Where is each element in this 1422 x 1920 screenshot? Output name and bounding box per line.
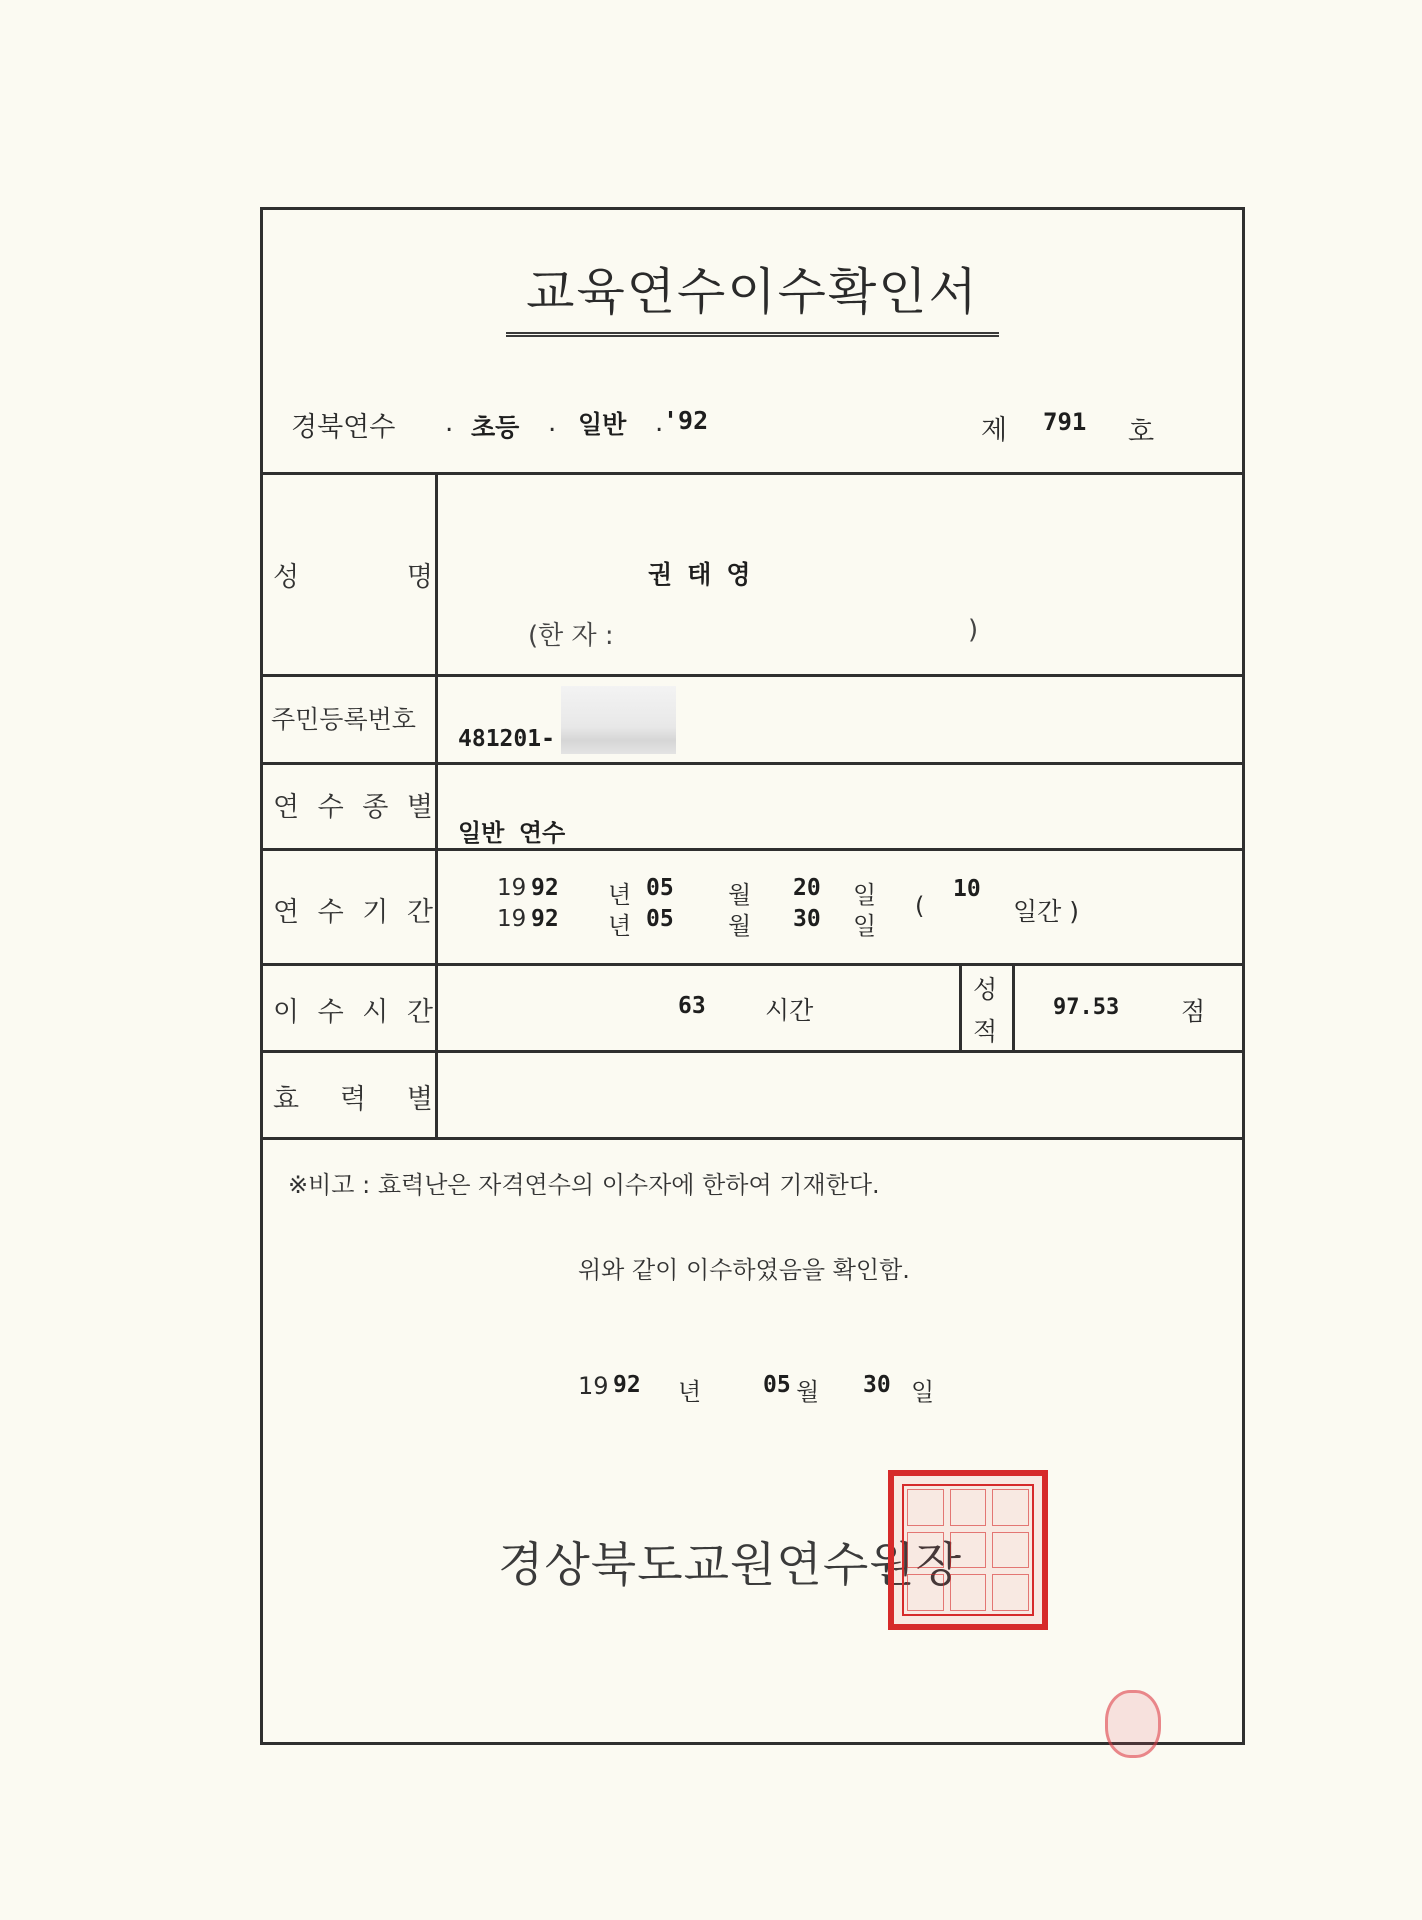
- certificate-number: 791: [1043, 408, 1087, 436]
- score-unit: 점: [1181, 997, 1206, 1026]
- header-category-1: 초등: [471, 413, 520, 442]
- confirm-text: 위와 같이 이수하였음을 확인함.: [578, 1256, 910, 1284]
- seal-pattern: [902, 1484, 1034, 1616]
- row-divider: [263, 472, 1242, 475]
- period-days-unit: 일간 ): [1013, 897, 1080, 926]
- header-dot: .: [445, 408, 454, 438]
- document-title: 교육연수이수확인서: [263, 252, 1242, 337]
- name-label: 성 명: [273, 562, 433, 593]
- number-suffix: 호: [1128, 417, 1155, 448]
- official-seal-stamp: [888, 1470, 1048, 1630]
- hours-value: 63: [678, 993, 706, 1019]
- row-divider: [263, 848, 1242, 851]
- remark-text: ※비고 : 효력난은 자격연수의 이수자에 한하여 기재한다.: [288, 1171, 880, 1199]
- row-divider: [263, 963, 1242, 966]
- small-seal-mark: [1105, 1690, 1161, 1758]
- validity-label: 효 력 별: [273, 1084, 433, 1115]
- hanja-open: (한 자 :: [528, 621, 614, 651]
- hanja-close: ): [968, 615, 979, 645]
- hours-label: 이 수 시 간: [273, 997, 433, 1028]
- header-year: '92: [663, 406, 709, 435]
- header-prefix: 경북연수: [291, 412, 396, 443]
- resident-id-label: 주민등록번호: [271, 705, 416, 734]
- score-divider: [959, 963, 962, 1050]
- row-divider: [263, 674, 1242, 677]
- redacted-area: [561, 686, 676, 754]
- hours-unit: 시간: [765, 996, 814, 1025]
- header-dot: .: [655, 408, 664, 438]
- period-days: 10: [953, 876, 981, 902]
- certificate-sheet: 교육연수이수확인서 경북연수 . 초등 . 일반 . '92 제 791 호 성 명 권 태 영 (한 자 : ) 주민등록번호 481201- 연 수 종 별 일반 연수 연 수 기 간 19 92 년 05 월 20 일 19 92 년 05 월 30 일 ( 10 일간 ) 이 수 시 간 63 시간 성 적 97.53 점 효 력 별 ※비고 : 효력난은 자격연수의 이수자에 한하여 기재한다. 위와 같이 이수하였음을 확인함. 19 92 년 05 월 30 일 경상북도교원연수원장: [260, 207, 1245, 1745]
- issuer-name: 경상북도교원연수원장: [498, 1538, 963, 1593]
- header-dot: .: [548, 408, 557, 438]
- score-label: 성 적: [973, 975, 998, 1046]
- score-divider: [1012, 963, 1015, 1050]
- row-divider: [263, 1050, 1242, 1053]
- resident-id-value: 481201-: [458, 726, 555, 752]
- row-divider: [263, 1137, 1242, 1140]
- number-prefix: 제: [981, 415, 1008, 446]
- label-column-divider: [435, 472, 438, 1137]
- training-type-label: 연 수 종 별: [273, 792, 433, 823]
- training-type-value: 일반 연수: [458, 819, 566, 847]
- name-value: 권 태 영: [648, 560, 751, 589]
- row-divider: [263, 762, 1242, 765]
- period-paren-open: (: [915, 892, 925, 920]
- training-period-label: 연 수 기 간: [273, 897, 433, 928]
- header-category-2: 일반: [578, 410, 627, 439]
- score-value: 97.53: [1053, 995, 1120, 1020]
